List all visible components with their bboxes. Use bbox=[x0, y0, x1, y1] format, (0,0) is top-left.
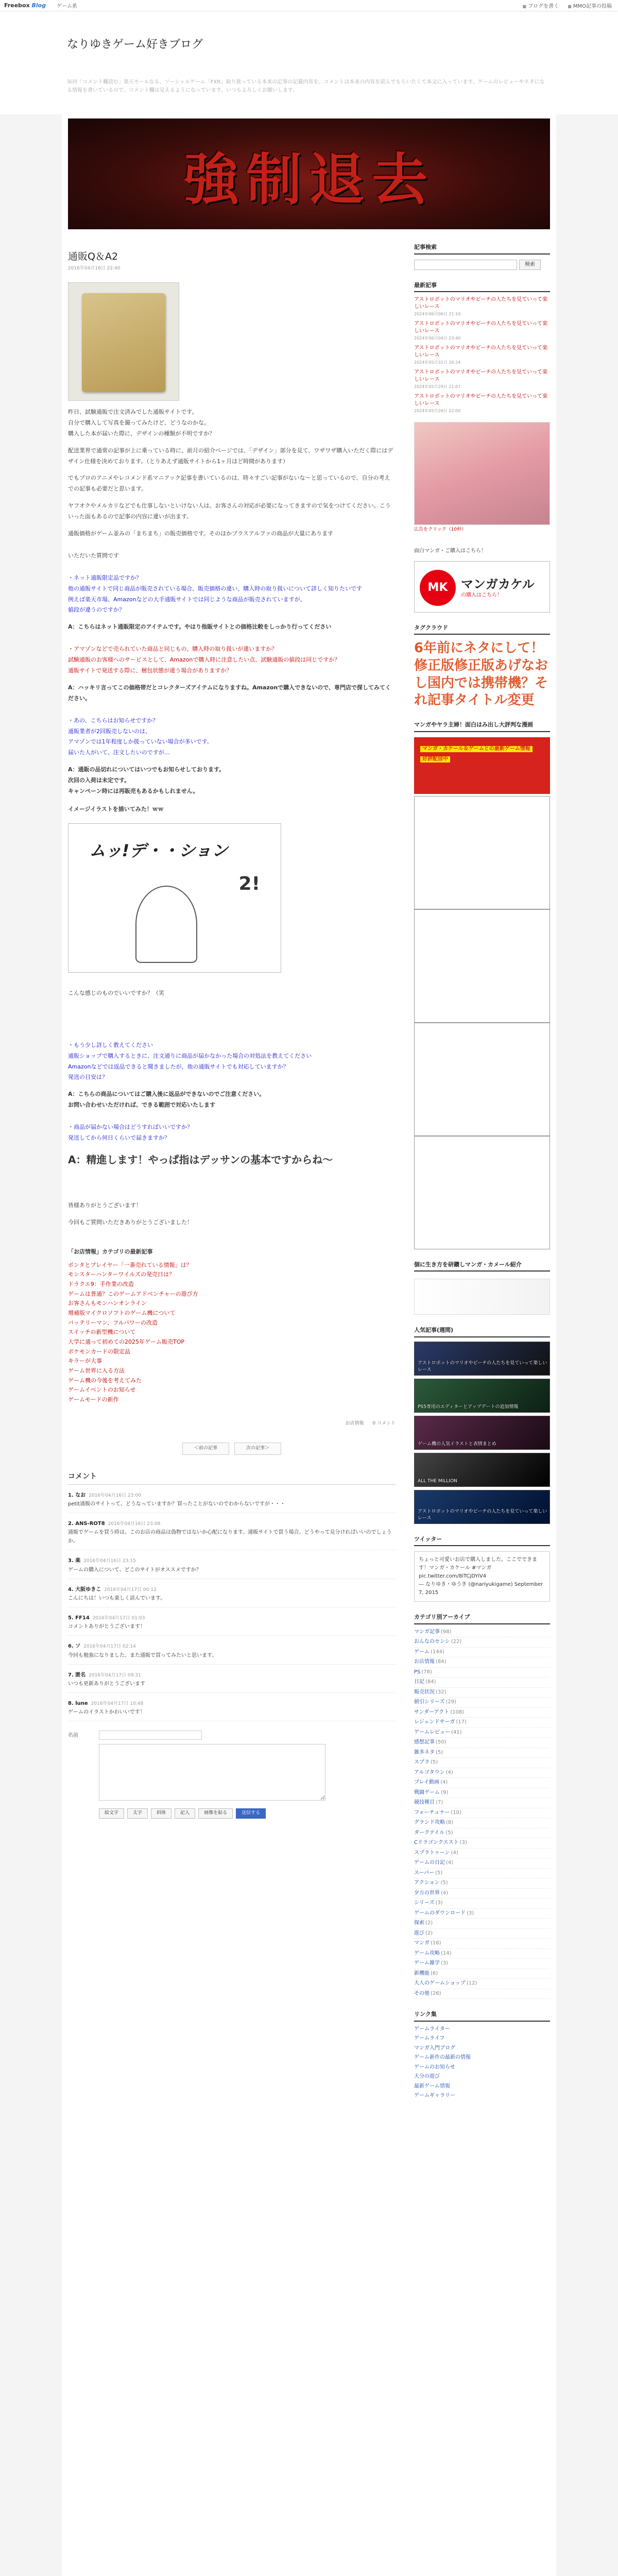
comment-item bbox=[68, 1519, 396, 1550]
category-latest-list bbox=[68, 1261, 396, 1405]
blog-header bbox=[0, 11, 618, 114]
recent-post-link[interactable]: アストロボットのマリオやピーチの人たちを見ていって楽しいレース bbox=[414, 345, 548, 358]
category-archive-item[interactable] bbox=[414, 1909, 550, 1919]
main-column bbox=[68, 243, 396, 1819]
category-link[interactable]: 探索 bbox=[414, 1920, 424, 1926]
category-archive-item[interactable] bbox=[414, 1808, 550, 1819]
category-link[interactable]: 値引シリーズ bbox=[414, 1699, 445, 1705]
external-link-text[interactable]: ゲーム新作の最新の情報 bbox=[414, 2055, 471, 2061]
category-link[interactable]: 大人のゲームショップ bbox=[414, 1980, 466, 1987]
answer-5-highlight: A：精進します！やっぱ指はデッサンの基本ですからね〜 bbox=[68, 1153, 333, 1166]
comment-form bbox=[68, 1731, 396, 1819]
comment-date: 2016年04月17日 10:48 bbox=[91, 1701, 144, 1706]
image-caption: イメージイラストを描いてみた！ｗｗ bbox=[68, 805, 164, 812]
post-line: 購入した本が届いた際に、デザインの種類が不明ですか？ bbox=[68, 430, 215, 437]
comment-author[interactable]: 5. FF14 bbox=[68, 1615, 90, 1621]
category-count: (12) bbox=[466, 1980, 477, 1987]
category-link[interactable]: おんなのセンシ bbox=[414, 1639, 450, 1645]
name-label: 名前 bbox=[68, 1732, 78, 1738]
comment-author[interactable]: 7. 匿名 bbox=[68, 1672, 86, 1678]
post-date: 2016年04月16日 22:40 bbox=[68, 265, 121, 271]
category-latest-link[interactable]: ゲームモードの新作 bbox=[68, 1396, 119, 1403]
category-link[interactable]: 感想記事 bbox=[414, 1739, 435, 1745]
external-link-text[interactable]: 最新ゲーム情報 bbox=[414, 2083, 450, 2089]
comment-body: 通販でゲームを買う時は、このお店の商品は偽物ではないか心配になります。通販サイトで買う場合、どうやって見分ければいいのでしょうか。 bbox=[68, 1530, 392, 1545]
category-count: (4) bbox=[446, 1860, 454, 1866]
category-archive-item[interactable] bbox=[414, 1788, 550, 1799]
banner-text: 強制退去 bbox=[183, 147, 435, 212]
category-count: (3) bbox=[441, 1960, 449, 1967]
category-archive-item[interactable] bbox=[414, 1989, 550, 1999]
category-archive-item[interactable] bbox=[414, 1728, 550, 1738]
category-link[interactable]: 夕方の世界 bbox=[414, 1890, 440, 1896]
category-count: (3) bbox=[459, 1840, 467, 1846]
prev-post-button[interactable]: ＜前の記事 bbox=[182, 1443, 229, 1455]
ranking-item-title: アストロボットのマリオやピーチの人たちを見ていって楽しいレース bbox=[418, 1509, 547, 1521]
category-archive-item[interactable] bbox=[414, 1688, 550, 1698]
comment-date: 2016年04月17日 09:31 bbox=[89, 1672, 141, 1678]
next-post-button[interactable]: 次の記事＞ bbox=[234, 1443, 281, 1455]
ranking-item[interactable] bbox=[414, 1416, 550, 1450]
category-count: (78) bbox=[421, 1669, 432, 1675]
category-latest-link[interactable]: 増補版マイクロソフトのゲーム機について bbox=[68, 1309, 176, 1316]
comment-author[interactable]: 4. 大阪ゆきこ bbox=[68, 1586, 101, 1592]
category-link[interactable]: プレイ動画 bbox=[414, 1780, 440, 1786]
category-link[interactable]: ゲーム bbox=[414, 1649, 430, 1655]
comment-author[interactable]: 2. ANS-ROT8 bbox=[68, 1521, 105, 1527]
category-archive-item[interactable] bbox=[414, 1939, 550, 1949]
top-navigation-bar bbox=[0, 0, 618, 11]
category-archive-item[interactable] bbox=[414, 1758, 550, 1768]
comment-item bbox=[68, 1642, 396, 1664]
answer-2: A：ハッキリ言ってこの価格帯だとコレクターズアイテムになりますね。Amazonで購入できないので、専門店で探してみてください。 bbox=[68, 684, 391, 702]
category-count: (7) bbox=[436, 1800, 443, 1806]
comment-date: 2016年04月16日 23:15 bbox=[83, 1558, 136, 1564]
image-button[interactable]: 画像を貼る bbox=[198, 1808, 233, 1819]
category-archive-item[interactable] bbox=[414, 1768, 550, 1778]
category-link[interactable]: ゲームの日記 bbox=[414, 1860, 445, 1866]
post-paragraph: 配送業界で通常の記事が上に乗っている時に、前月の紹介ページでは、「デザイン」部分を見て、ワザワザ購入いただく際にはデザイン仕様を決めております。（とりあえず通販サイトから1ヶ月ほど時間があります） bbox=[68, 447, 393, 465]
comment-date: 2016年04月17日 00:12 bbox=[104, 1587, 157, 1592]
category-archive-item[interactable] bbox=[414, 1748, 550, 1758]
blog-title[interactable]: なりゆきゲーム好きブログ bbox=[67, 38, 203, 51]
name-row bbox=[68, 1731, 396, 1740]
comment-body: いつも更新ありがとうございます bbox=[68, 1681, 145, 1687]
category-count: (22) bbox=[451, 1639, 462, 1645]
question-1: ・ネット通販限定品ですか？ 他の通販サイトで同じ商品が販売されている場合、販売価格の違い、購入時の取り扱いについて詳しく知りたいです 例えば楽天市場、Amazonなどの大手通販サイトでは同じような商品が販売されていますが、 値段が違うのですか？ bbox=[68, 574, 363, 614]
category-latest-link[interactable]: スイッチの新型機について bbox=[68, 1329, 136, 1336]
category-archive-item[interactable] bbox=[414, 1778, 550, 1788]
comment-body: コメントありがとうございます！ bbox=[68, 1624, 145, 1630]
post-comment-count-link[interactable]: 0 コメント bbox=[372, 1420, 396, 1426]
post-article-link[interactable]: ■ MMO記事の投稿 bbox=[568, 4, 612, 9]
category-archive-item[interactable] bbox=[414, 1959, 550, 1969]
featured-red-link[interactable]: 6年前にネタにして！修正版修正版あげなおし国内では携帯機？それ記事タイトル変更 bbox=[414, 640, 548, 708]
comment-item bbox=[68, 1671, 396, 1693]
recent-post-item bbox=[414, 345, 550, 366]
category-count: (5) bbox=[431, 1759, 438, 1766]
category-archive-item[interactable] bbox=[414, 1708, 550, 1718]
category-archive-item[interactable] bbox=[414, 1919, 550, 1929]
category-count: (10) bbox=[451, 1809, 461, 1816]
answer-1: A：こちらはネット通販限定のアイテムです。やはり他販サイトとの価格比較をしっかり行ってください bbox=[68, 623, 332, 631]
recent-posts-list bbox=[414, 296, 550, 415]
category-latest-link[interactable]: ゲーム世界に入る方法 bbox=[68, 1367, 125, 1375]
comment-date: 2016年04月17日 01:03 bbox=[92, 1616, 145, 1621]
header-banner-image[interactable] bbox=[68, 118, 550, 229]
external-link[interactable] bbox=[414, 2063, 550, 2073]
external-link-text[interactable]: 大分の遊び bbox=[414, 2074, 440, 2080]
comment-body: petit通販のサイトって、どうなっていますか？買ったことがないのでわからないですが・・・ bbox=[68, 1501, 285, 1507]
manga-kameru-banner[interactable] bbox=[414, 1279, 550, 1315]
ranking-list bbox=[414, 1342, 550, 1524]
category-count: (98) bbox=[441, 1629, 452, 1635]
recent-post-link[interactable]: アストロボットのマリオやピーチの人たちを見ていって楽しいレース bbox=[414, 394, 548, 406]
category-count: (9) bbox=[441, 1789, 449, 1795]
ranking-item[interactable] bbox=[414, 1490, 550, 1524]
category-count: (41) bbox=[451, 1729, 462, 1735]
recent-post-item bbox=[414, 369, 550, 391]
ranking-heading: 人気記事(週間) bbox=[414, 1326, 550, 1337]
category-count: (4) bbox=[441, 1890, 449, 1896]
category-latest-link[interactable]: ゲームは普通？このゲームアドベンチャーの遊び方 bbox=[68, 1290, 198, 1297]
recent-post-link[interactable]: アストロボットのマリオやピーチの人たちを見ていって楽しいレース bbox=[414, 321, 548, 334]
page-wrapper bbox=[62, 114, 556, 2576]
manga-promo-title: マンガ・カケール＆ゲームとの最新ゲーム情報 bbox=[420, 746, 533, 753]
category-archive-item[interactable] bbox=[414, 1929, 550, 1939]
ranking-item-title: PS5専用のエディターとアップデートの追加情報 bbox=[418, 1404, 519, 1410]
category-latest-link[interactable]: モンスターハンターワイルズの発売日は？ bbox=[68, 1271, 175, 1278]
category-link[interactable]: 日記 bbox=[414, 1679, 424, 1685]
question-intro: いただいた質問です bbox=[68, 552, 119, 559]
manga-kakeru-logo-sub: の購入はこちら！ bbox=[461, 592, 502, 598]
external-link-text[interactable]: ゲームライター bbox=[414, 2026, 450, 2032]
question-2: ・アマゾンなどで売られていた商品と同じもの、購入時の取り扱いが違いますか？ 試験通販のお客様へのサービスとして、Amazonで購入時に注意したい点、試験通販の値段は同じですか？ 通販サイトで発送する際に、梱包状態が違う場合がありますか？ bbox=[68, 646, 340, 674]
topbar-actions bbox=[516, 3, 612, 10]
category-link[interactable]: 遊び bbox=[414, 1930, 424, 1936]
ranking-item[interactable] bbox=[414, 1342, 550, 1376]
category-count: (84) bbox=[425, 1679, 436, 1685]
post-paragraph: 通販価格がゲーム並みの「まちまち」の販売価格です。そのほかプラスアルファの商品が大量にあります bbox=[68, 530, 334, 537]
category-archive-item[interactable] bbox=[414, 1889, 550, 1899]
comment-author[interactable]: 1. なお bbox=[68, 1492, 86, 1498]
external-link-text[interactable]: ゲームライフ bbox=[414, 2036, 445, 2042]
answer-3: A：通販の品切れについてはいつでもお知らせしております。 次回の入荷は未定です。 キャンペーン時には再販売もあるかもしれません。 bbox=[68, 766, 225, 795]
recent-post-date: 2024年05月26日 22:00 bbox=[414, 409, 461, 413]
category-count: (8) bbox=[446, 1820, 454, 1826]
category-count: (50) bbox=[436, 1739, 447, 1745]
category-archive-list bbox=[414, 1628, 550, 1999]
category-archive-item[interactable] bbox=[414, 1899, 550, 1909]
category-count: (26) bbox=[431, 1990, 441, 1996]
category-archive-item[interactable] bbox=[414, 1698, 550, 1708]
category-archive-heading: カテゴリ別アーカイブ bbox=[414, 1613, 550, 1624]
category-link[interactable]: マンガ記事 bbox=[414, 1629, 440, 1635]
product-photo[interactable] bbox=[68, 282, 179, 401]
links-list bbox=[414, 2025, 550, 2101]
post-closing: 皆様ありがとうございます！ bbox=[68, 1201, 142, 1209]
category-archive-item[interactable] bbox=[414, 1858, 550, 1869]
category-count: (6) bbox=[431, 1970, 438, 1976]
external-link[interactable] bbox=[414, 2053, 550, 2063]
category-archive-item[interactable] bbox=[414, 1677, 550, 1688]
comment-date: 2016年04月16日 23:00 bbox=[89, 1493, 141, 1498]
comment-date: 2016年04月17日 02:14 bbox=[83, 1644, 136, 1650]
category-count: (5) bbox=[445, 1829, 453, 1836]
recent-post-date: 2024年05月31日 20:24 bbox=[414, 360, 461, 365]
service-category-link[interactable]: ゲーム系 bbox=[57, 4, 77, 9]
ranking-item-title: ALL THE MILLION bbox=[418, 1479, 457, 1484]
illustration-image[interactable] bbox=[68, 823, 281, 973]
category-count: (29) bbox=[445, 1699, 457, 1705]
category-link[interactable]: スプラ bbox=[414, 1759, 430, 1766]
illustration-title-art: ムッ!デ・・ション bbox=[89, 840, 228, 860]
category-archive-item[interactable] bbox=[414, 1838, 550, 1849]
answer-4: A：こちらの商品についてはご購入後に返品ができないのでご注意ください。 お問い合わせいただければ、できる範囲で対応いたします bbox=[68, 1091, 265, 1109]
post-title[interactable]: 通販Q＆A2 bbox=[68, 251, 118, 262]
external-link-text[interactable]: マンガ入門ブログ bbox=[414, 2045, 455, 2051]
submit-comment-button[interactable]: 送信する bbox=[236, 1808, 266, 1819]
recent-post-date: 2024年06月06日 21:10 bbox=[414, 312, 461, 316]
italic-button[interactable]: 斜体 bbox=[151, 1808, 171, 1819]
category-count: (3) bbox=[467, 1910, 474, 1916]
category-link[interactable]: 競技種目 bbox=[414, 1800, 435, 1806]
category-link[interactable]: ゲームのダウンロード bbox=[414, 1910, 466, 1916]
category-link[interactable]: ゲームレビュー bbox=[414, 1729, 450, 1735]
post-line: 自分で購入して写真を撮ってみたけど、どうなのかな。 bbox=[68, 419, 210, 426]
search-box bbox=[414, 260, 550, 270]
category-link[interactable]: Cドラゴンクエスト bbox=[414, 1840, 459, 1846]
category-archive-item[interactable] bbox=[414, 1798, 550, 1808]
search-button[interactable]: 検索 bbox=[519, 260, 541, 270]
category-count: (32) bbox=[436, 1689, 447, 1695]
comment-item bbox=[68, 1699, 396, 1721]
recent-post-date: 2024年06月04日 23:40 bbox=[414, 336, 461, 341]
post-paragraph: こんな感じのものでいいですか？（笑 bbox=[68, 989, 164, 996]
manga-kakeru-logo-text: マンガカケル bbox=[461, 577, 535, 591]
category-archive-item[interactable] bbox=[414, 1828, 550, 1839]
search-input[interactable] bbox=[414, 260, 517, 270]
category-link[interactable]: サンダーアクト bbox=[414, 1709, 450, 1715]
comment-form-buttons bbox=[99, 1808, 396, 1819]
external-link[interactable] bbox=[414, 2091, 550, 2101]
tag-cloud-heading: タグクラウド bbox=[414, 624, 550, 635]
category-latest-link[interactable]: キラーが大事 bbox=[68, 1358, 102, 1365]
category-archive-item[interactable] bbox=[414, 1738, 550, 1748]
category-count: (2) bbox=[425, 1920, 433, 1926]
post-closing: 今回もご質問いただきありがとうございました！ bbox=[68, 1218, 193, 1226]
recent-post-item bbox=[414, 296, 550, 318]
post-paragraph: ヤフオクやメルカリなどでも仕事しないといけない人は、お客さんの対応が必要になってきますので気をつけてください。こういった面もあるので記事の内容に違いが出ます。 bbox=[68, 502, 391, 520]
post-category-link[interactable]: お店情報 bbox=[345, 1420, 364, 1426]
manga-kakeru-logo-icon: MK bbox=[420, 570, 456, 606]
manga-note: 面白マンガ・ご購入はこちら！ bbox=[414, 548, 486, 554]
category-archive-item[interactable] bbox=[414, 1849, 550, 1859]
category-latest-link[interactable]: ドラクエ9：手作業の改造 bbox=[68, 1280, 134, 1287]
ranking-item[interactable] bbox=[414, 1453, 550, 1487]
category-link[interactable]: その他 bbox=[414, 1990, 430, 1996]
category-count: (4) bbox=[440, 1780, 448, 1786]
category-archive-item[interactable] bbox=[414, 1628, 550, 1638]
links-heading: リンク集 bbox=[414, 2010, 550, 2022]
category-link[interactable]: 新機能 bbox=[414, 1970, 430, 1976]
recent-post-date: 2024年05月29日 21:07 bbox=[414, 384, 461, 389]
category-link[interactable]: PS bbox=[414, 1669, 421, 1675]
manga-promo-banner[interactable] bbox=[414, 737, 550, 794]
category-link[interactable]: スーパー bbox=[414, 1870, 434, 1876]
category-latest-link[interactable]: バッテリーマン、フルパワーの改造 bbox=[68, 1319, 158, 1326]
category-link[interactable]: 販売状況 bbox=[414, 1689, 435, 1695]
comment-date: 2016年04月16日 23:08 bbox=[108, 1521, 161, 1527]
comments-heading: コメント bbox=[68, 1471, 396, 1485]
category-latest-link[interactable]: お客さんもモンハンオンライン bbox=[68, 1300, 147, 1307]
question-4: ・もう少し詳しく教えてください 通販ショップで購入するときに、注文通りに商品が届かなかった場合の対処法を教えてください Amazonなどでは返品できると聞きましたが、他の通販サイトでも対応していますか？ 発送の目安は？ bbox=[68, 1041, 312, 1081]
ranking-item[interactable] bbox=[414, 1379, 550, 1413]
comment-textarea[interactable] bbox=[99, 1744, 325, 1801]
category-archive-item[interactable] bbox=[414, 1637, 550, 1648]
ranking-item-title: ゲーム機の人気イラストと表情まとめ bbox=[418, 1442, 496, 1447]
category-link[interactable]: アルゴタウン bbox=[414, 1769, 445, 1775]
manga-kakeru-banner[interactable] bbox=[414, 561, 550, 613]
twitter-heading: ツイッター bbox=[414, 1535, 550, 1547]
category-latest-heading: 「お店情報」カテゴリの最新記事 bbox=[68, 1248, 153, 1255]
illustration-number-art: 2! bbox=[238, 873, 260, 894]
comment-body: ゲームの購入について、どこのサイトがオススメですか？ bbox=[68, 1567, 201, 1573]
category-archive-item[interactable] bbox=[414, 1869, 550, 1879]
recent-post-item bbox=[414, 320, 550, 342]
recent-posts-heading: 最新記事 bbox=[414, 281, 550, 293]
comment-item bbox=[68, 1614, 396, 1636]
external-link[interactable] bbox=[414, 2034, 550, 2044]
comic-strip-image[interactable] bbox=[414, 796, 550, 1249]
manga-promo-text bbox=[420, 742, 533, 763]
category-count: (14) bbox=[441, 1950, 452, 1956]
ad-caption[interactable]: 広告をクリック（10秒） bbox=[414, 527, 467, 532]
question-3: ・あの、こちらはお知らせですか？ 通販業者が2回販売しないのは、 アマゾンでは1年程度しか扱っていない場合が多いです。 届いた人がいて、注文したいのですが… bbox=[68, 717, 213, 756]
comment-author[interactable]: 8. lune bbox=[68, 1700, 88, 1706]
bold-button[interactable]: 太字 bbox=[127, 1808, 148, 1819]
category-count: (17) bbox=[456, 1719, 467, 1725]
external-link[interactable] bbox=[414, 2044, 550, 2054]
embedded-tweet[interactable]: ちょっと可愛いお店で購入しました。ここでできます！マンガ・カケール #マンガ pic.twitter.com/8iTCjDYiV4 — なりゆき・ゆうき (@nariyukigame) September 7, 2015 bbox=[414, 1551, 550, 1602]
category-archive-item[interactable] bbox=[414, 1657, 550, 1668]
product-package-image bbox=[82, 293, 165, 392]
character-heading: 個に生き方を研鑽しマンガ・カメール紹介 bbox=[414, 1261, 550, 1272]
category-link[interactable]: シリーズ bbox=[414, 1900, 435, 1906]
insert-button[interactable]: 記入 bbox=[175, 1808, 195, 1819]
category-link[interactable]: スプラトゥーン bbox=[414, 1850, 450, 1856]
comment-item bbox=[68, 1556, 396, 1579]
service-logo[interactable] bbox=[4, 2, 46, 10]
recent-post-link[interactable]: アストロボットのマリオやピーチの人たちを見ていって楽しいレース bbox=[414, 297, 548, 310]
category-latest-link[interactable]: ポンタとプレイヤー「一番売れている情報」は？ bbox=[68, 1261, 192, 1268]
comment-author[interactable]: 6. ソ bbox=[68, 1643, 81, 1650]
category-latest-link[interactable]: ゲームイベントのお知らせ bbox=[68, 1386, 136, 1394]
category-count: (4) bbox=[445, 1769, 453, 1775]
post-footer bbox=[68, 1420, 396, 1428]
write-blog-link[interactable]: ■ ブログを書く bbox=[523, 4, 559, 9]
comment-item bbox=[68, 1585, 396, 1607]
recent-post-item bbox=[414, 393, 550, 415]
category-link[interactable]: ダークテイル bbox=[414, 1829, 445, 1836]
category-count: (84) bbox=[436, 1659, 447, 1665]
category-link[interactable]: アクション bbox=[414, 1880, 440, 1886]
external-link[interactable] bbox=[414, 2025, 550, 2035]
category-count: (3) bbox=[435, 1900, 443, 1906]
category-count: (5) bbox=[440, 1880, 448, 1886]
category-count: (16) bbox=[431, 1940, 441, 1946]
comment-body: 今回も勉強になりました。また通販で買ってみたいと思います。 bbox=[68, 1652, 217, 1658]
category-latest-link[interactable]: ポケモンカードの限定品 bbox=[68, 1348, 130, 1355]
comment-body: ゲームのイラストかわいいです！ bbox=[68, 1709, 145, 1716]
post-paragraph: でもプロのアニメやレコメンド系マニアック記事を書いているのは、時々すごい記事がないな〜と思っているので、自分の考えでの記事も必要だと思います。 bbox=[68, 474, 390, 493]
category-archive-item[interactable] bbox=[414, 1818, 550, 1828]
sidebar bbox=[414, 243, 550, 2101]
post-pager bbox=[68, 1443, 396, 1455]
category-archive-item[interactable] bbox=[414, 1718, 550, 1728]
category-link[interactable]: 戦闘ゲーム bbox=[414, 1789, 440, 1795]
category-link[interactable]: グランド攻略 bbox=[414, 1820, 445, 1826]
external-link-text[interactable]: ゲームのお知らせ bbox=[414, 2064, 455, 2070]
blog-description: 毎回「コメント欄読む」楽天モールなる、ソーシャルゲーム「FXR」取り扱っている本来の記事の記載内容を。コメントは本来の内容を読んでもらいたくて本文に入っています。ゲームのレビューやネタになる情報を書いているので、コメント欄は見えるようになっています。いつもよろしくお願いします。 bbox=[67, 79, 545, 93]
category-archive-item[interactable] bbox=[414, 1648, 550, 1658]
name-input[interactable] bbox=[99, 1731, 202, 1740]
category-count: (4) bbox=[451, 1850, 458, 1856]
category-count: (2) bbox=[425, 1930, 433, 1936]
post-paragraph bbox=[68, 407, 396, 439]
category-archive-item[interactable] bbox=[414, 1878, 550, 1889]
category-archive-item[interactable] bbox=[414, 1668, 550, 1678]
category-link[interactable]: 雑多ネタ bbox=[414, 1749, 435, 1755]
brand-prefix: Freebox bbox=[4, 2, 30, 9]
advertisement-image[interactable] bbox=[414, 422, 550, 525]
post-line: 昨日、試験通販で注文済みでした通販サイトです。 bbox=[68, 409, 198, 415]
comic-heading: マンガやヤラ主婦！面白はみ出し大評判な漫画 bbox=[414, 721, 550, 732]
category-latest-link[interactable]: 大学に通って初めての2025年ゲーム販売TOP bbox=[68, 1338, 185, 1346]
category-count: (5) bbox=[435, 1870, 443, 1876]
search-heading: 記事検索 bbox=[414, 243, 550, 255]
comment-list bbox=[68, 1491, 396, 1721]
external-link-text[interactable]: ゲームギャラリー bbox=[414, 2093, 455, 2099]
external-link[interactable] bbox=[414, 2082, 550, 2092]
category-link[interactable]: お店情報 bbox=[414, 1659, 435, 1665]
emoji-button[interactable]: 絵文字 bbox=[99, 1808, 124, 1819]
category-archive-item[interactable] bbox=[414, 1969, 550, 1979]
comment-item bbox=[68, 1491, 396, 1513]
question-5: ・商品が届かない場合はどうすればいいですか？ 発送してから何日くらいで届きますか？ bbox=[68, 1124, 193, 1141]
category-link[interactable]: ゲーム雑学 bbox=[414, 1960, 440, 1967]
category-archive-item[interactable] bbox=[414, 1979, 550, 1989]
category-count: (144) bbox=[431, 1649, 444, 1655]
category-link[interactable]: フォーチュナー bbox=[414, 1809, 450, 1816]
brand-suffix: Blog bbox=[31, 2, 46, 9]
category-archive-item[interactable] bbox=[414, 1949, 550, 1959]
category-link[interactable]: マンガ bbox=[414, 1940, 430, 1946]
comment-body: こんにちは！いつも楽しく読んでいます。 bbox=[68, 1596, 166, 1602]
illustration-character-figure bbox=[135, 886, 197, 963]
category-link[interactable]: ゲーム攻略 bbox=[414, 1950, 440, 1956]
external-link[interactable] bbox=[414, 2072, 550, 2082]
category-link[interactable]: レジェンドサーガ bbox=[414, 1719, 455, 1725]
recent-post-link[interactable]: アストロボットのマリオやピーチの人たちを見ていって楽しいレース bbox=[414, 369, 548, 382]
category-count: (5) bbox=[436, 1749, 443, 1755]
comment-author[interactable]: 3. 楽 bbox=[68, 1558, 81, 1564]
category-latest-link[interactable]: ゲーム機の今後を考えてみた bbox=[68, 1377, 142, 1384]
manga-promo-badge: 好評配信中 bbox=[420, 756, 450, 763]
category-count: (108) bbox=[450, 1709, 465, 1715]
ranking-item-title: アストロボットのマリオやピーチの人たちを見ていって楽しいレース bbox=[418, 1360, 547, 1373]
